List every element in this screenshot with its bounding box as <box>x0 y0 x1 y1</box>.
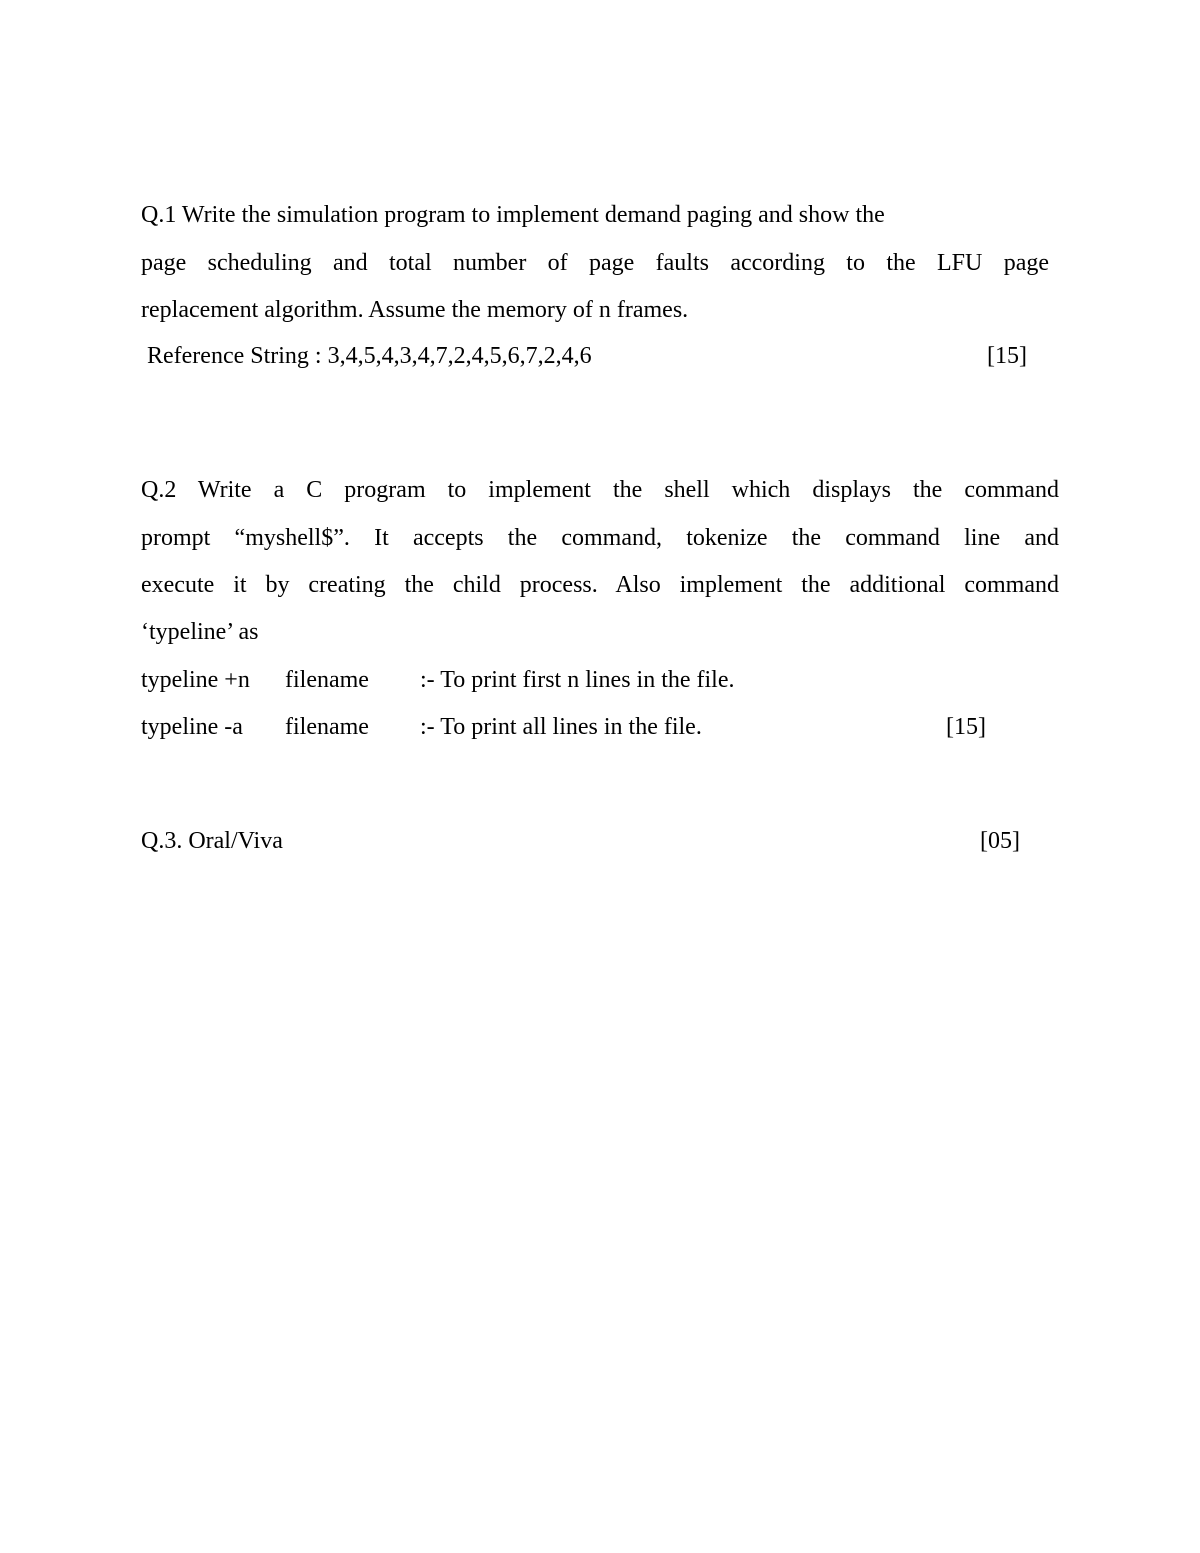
q2-option-command: typeline -a <box>141 714 243 740</box>
q2-option-file: filename <box>285 714 369 740</box>
q1-reference-string: Reference String : 3,4,5,4,3,4,7,2,4,5,6,7,2,4,6 <box>147 343 592 369</box>
q2-line-4: ‘typeline’ as <box>141 619 259 645</box>
q2-option-description: :- To print all lines in the file. <box>420 714 702 740</box>
q1-line-3: replacement algorithm. Assume the memory of n frames. <box>141 297 689 323</box>
q2-line-1: Q.2 Write a C program to implement the shell which displays the command <box>141 477 1059 503</box>
q2-marks: [15] <box>946 714 986 740</box>
q1-line-2: page scheduling and total number of page faults according to the LFU page <box>141 250 1049 276</box>
q1-line-1: Q.1 Write the simulation program to implement demand paging and show the <box>141 202 885 228</box>
q2-option-description: :- To print first n lines in the file. <box>420 667 735 693</box>
q3-marks: [05] <box>980 828 1020 854</box>
q2-option-command: typeline +n <box>141 667 250 693</box>
q2-line-2: prompt “myshell$”. It accepts the command, tokenize the command line and <box>141 525 1059 551</box>
q2-option-file: filename <box>285 667 369 693</box>
q2-line-3: execute it by creating the child process. Also implement the additional command <box>141 572 1059 598</box>
q3-text: Q.3. Oral/Viva <box>141 828 283 854</box>
q1-marks: [15] <box>987 343 1027 369</box>
